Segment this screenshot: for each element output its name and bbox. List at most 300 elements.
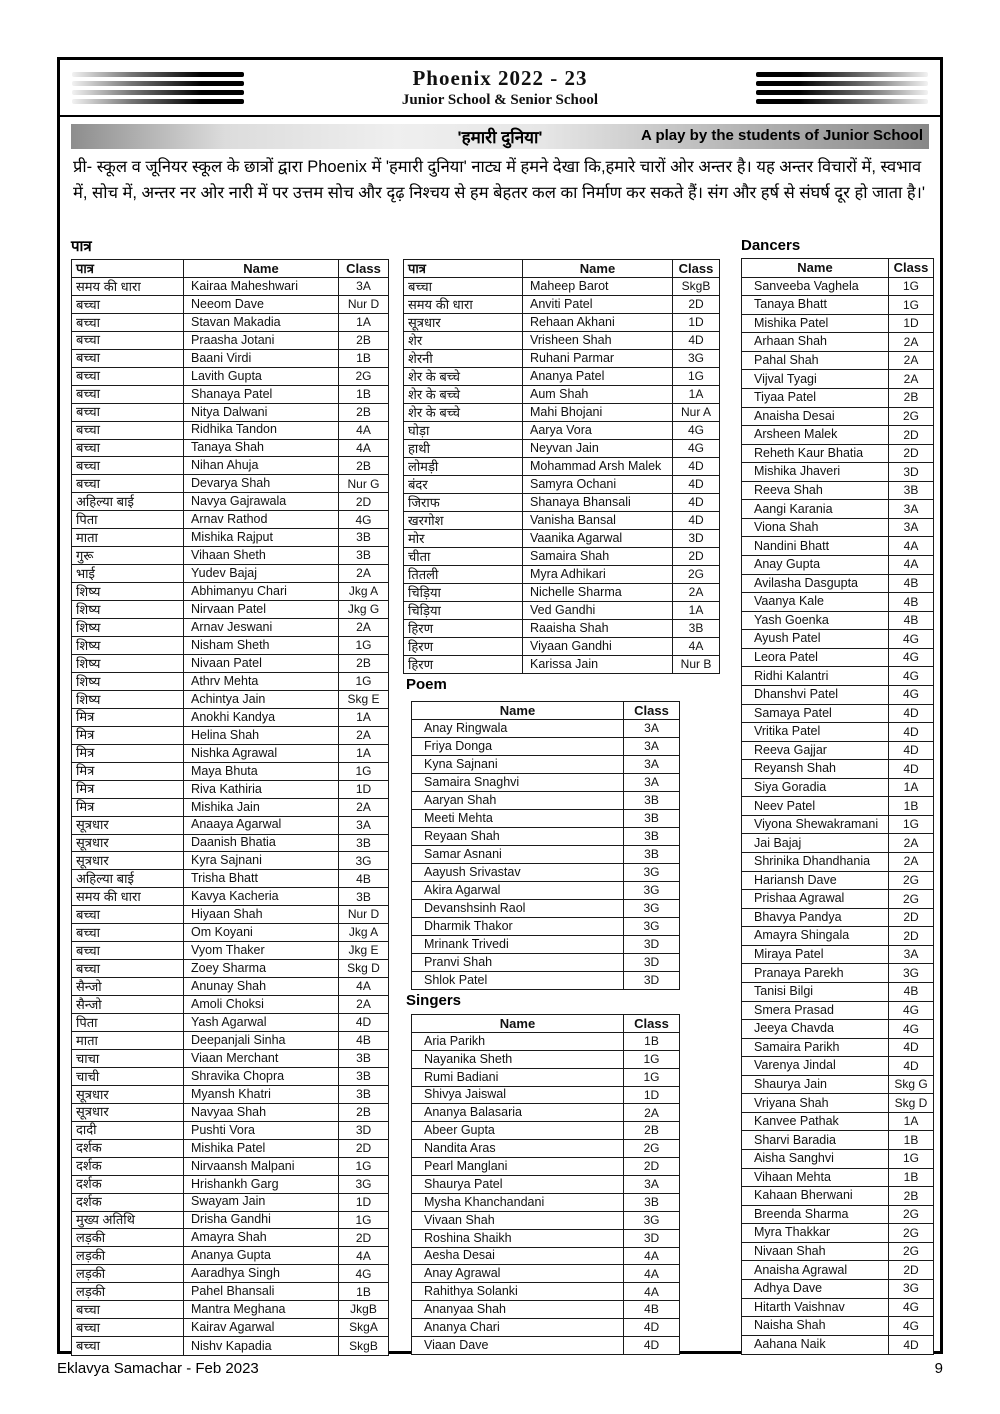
table-row xyxy=(742,1298,934,1317)
dancers-section-label: Dancers xyxy=(741,237,801,254)
table-row xyxy=(72,960,389,978)
cls-cell: 3A xyxy=(624,1176,680,1194)
cls-cell: Skg D xyxy=(889,1094,934,1113)
table-row xyxy=(412,1104,680,1122)
cls-cell: 2B xyxy=(339,654,389,672)
table-row xyxy=(742,593,934,612)
cls-cell: 4A xyxy=(339,439,389,457)
name-cell: Samaira Shah xyxy=(523,548,673,566)
name-cell: Aum Shah xyxy=(523,386,673,404)
table-row xyxy=(72,1014,389,1032)
cls-cell: 4B xyxy=(339,870,389,888)
name-cell: Samaira Parikh xyxy=(742,1038,889,1057)
table-row xyxy=(404,584,720,602)
cast-table-middle xyxy=(403,259,720,674)
cls-cell: 2A xyxy=(339,619,389,637)
table-row xyxy=(404,566,720,584)
table-row xyxy=(412,864,680,882)
table-row xyxy=(404,368,720,386)
table-row xyxy=(412,1122,680,1140)
table-row xyxy=(412,828,680,846)
cls-cell: 3B xyxy=(339,888,389,906)
cls-cell: 3A xyxy=(339,816,389,834)
name-cell: Samyra Ochani xyxy=(523,476,673,494)
table-row xyxy=(72,888,389,906)
table-row xyxy=(72,403,389,421)
role-cell: चिड़िया xyxy=(404,584,523,602)
table-row xyxy=(404,440,720,458)
name-cell: Hiyaan Shah xyxy=(184,906,339,924)
cls-cell: 3D xyxy=(889,463,934,482)
cls-cell: 1G xyxy=(339,637,389,655)
name-cell: Yash Agarwal xyxy=(184,1014,339,1032)
table-row xyxy=(412,774,680,792)
table-row xyxy=(742,556,934,575)
table-row xyxy=(412,972,680,990)
table-row xyxy=(72,331,389,349)
cls-cell: 4D xyxy=(889,723,934,742)
cls-cell: 1A xyxy=(889,778,934,797)
cls-cell: 1G xyxy=(339,762,389,780)
role-cell: बच्चा xyxy=(72,1301,184,1319)
role-cell: बच्चा xyxy=(72,313,184,331)
name-cell: Pearl Manglani xyxy=(412,1158,624,1176)
table-row xyxy=(742,760,934,779)
name-cell: Pahal Shah xyxy=(742,351,889,370)
cls-cell: 1G xyxy=(624,1068,680,1086)
role-cell: मित्र xyxy=(72,744,184,762)
role-cell: मित्र xyxy=(72,708,184,726)
cls-cell: 3G xyxy=(889,964,934,983)
cls-cell: 2A xyxy=(889,853,934,872)
cls-cell: 3G xyxy=(339,1175,389,1193)
role-cell: शेर xyxy=(404,332,523,350)
cls-cell: 4D xyxy=(624,1337,680,1355)
cls-cell: 3D xyxy=(339,1121,389,1139)
name-cell: Shanaya Bhansali xyxy=(523,494,673,512)
role-cell: सूत्रधार xyxy=(72,1103,184,1121)
table-row xyxy=(412,936,680,954)
cls-cell: 2G xyxy=(339,367,389,385)
cls-cell: 4A xyxy=(339,978,389,996)
cls-cell: 4B xyxy=(889,982,934,1001)
name-cell: Kanvee Pathak xyxy=(742,1112,889,1131)
cls-cell: Nur D xyxy=(339,906,389,924)
table-row xyxy=(742,1094,934,1113)
cls-cell: 1G xyxy=(624,1050,680,1068)
table-row xyxy=(412,1265,680,1283)
role-cell: शिष्य xyxy=(72,637,184,655)
role-cell: बच्चा xyxy=(72,349,184,367)
cls-cell: 3B xyxy=(624,810,680,828)
name-cell: Avilasha Dasgupta xyxy=(742,574,889,593)
table-row xyxy=(742,388,934,407)
table-row xyxy=(412,1301,680,1319)
name-cell: Viyona Shewakramani xyxy=(742,815,889,834)
table-row xyxy=(742,1261,934,1280)
table-row xyxy=(72,1229,389,1247)
table-row xyxy=(72,349,389,367)
role-cell: बच्चा xyxy=(72,385,184,403)
cls-cell: 4D xyxy=(889,741,934,760)
role-cell: शिष्य xyxy=(72,601,184,619)
header-row xyxy=(404,260,720,278)
table-row xyxy=(404,332,720,350)
name-cell: Aaradhya Singh xyxy=(184,1265,339,1283)
cls-cell: 1A xyxy=(339,313,389,331)
name-cell: Nihan Ahuja xyxy=(184,457,339,475)
table-row xyxy=(742,797,934,816)
cls-cell: 4D xyxy=(889,1038,934,1057)
cls-cell: 2A xyxy=(339,726,389,744)
table-row xyxy=(742,945,934,964)
role-cell: चाचा xyxy=(72,1049,184,1067)
name-cell: Pahel Bhansali xyxy=(184,1283,339,1301)
cls-cell: 3B xyxy=(624,828,680,846)
cls-cell: 3A xyxy=(339,277,389,295)
name-cell: Achintya Jain xyxy=(184,690,339,708)
table-row xyxy=(72,1337,389,1356)
table-row xyxy=(742,1242,934,1261)
name-cell: Navya Gajrawala xyxy=(184,493,339,511)
cls-cell: 4A xyxy=(339,1247,389,1265)
name-cell: Vijval Tyagi xyxy=(742,370,889,389)
column-header: Name xyxy=(742,259,889,278)
name-cell: Neyvan Jain xyxy=(523,440,673,458)
role-cell: शेर के बच्चे xyxy=(404,368,523,386)
name-cell: Nishka Agrawal xyxy=(184,744,339,762)
page-frame xyxy=(57,57,943,1354)
table-row xyxy=(72,619,389,637)
table-row xyxy=(742,1131,934,1150)
name-cell: Jeeya Chavda xyxy=(742,1020,889,1039)
table-row xyxy=(404,656,720,674)
table-row xyxy=(72,852,389,870)
name-cell: Ruhani Parmar xyxy=(523,350,673,368)
name-cell: Naisha Shah xyxy=(742,1317,889,1336)
table-row xyxy=(72,475,389,493)
cls-cell: Skg E xyxy=(339,690,389,708)
header-row xyxy=(412,1015,680,1033)
name-cell: Bhavya Pandya xyxy=(742,908,889,927)
cls-cell: 2B xyxy=(889,1187,934,1206)
table-row xyxy=(72,529,389,547)
name-cell: Abeer Gupta xyxy=(412,1122,624,1140)
name-cell: Shravika Chopra xyxy=(184,1067,339,1085)
table-row xyxy=(742,982,934,1001)
name-cell: Miraya Patel xyxy=(742,945,889,964)
name-cell: Breenda Sharma xyxy=(742,1205,889,1224)
role-cell: शिष्य xyxy=(72,619,184,637)
cls-cell: Jkg A xyxy=(339,924,389,942)
table-row xyxy=(412,720,680,738)
role-cell: बच्चा xyxy=(72,439,184,457)
name-cell: Nandita Aras xyxy=(412,1140,624,1158)
cls-cell: 3G xyxy=(339,852,389,870)
name-cell: Adhya Dave xyxy=(742,1279,889,1298)
cls-cell: 1B xyxy=(339,1283,389,1301)
table-row xyxy=(72,1067,389,1085)
cls-cell: SkgB xyxy=(339,1337,389,1356)
table-row xyxy=(412,738,680,756)
name-cell: Roshina Shaikh xyxy=(412,1229,624,1247)
table-row xyxy=(72,1319,389,1337)
table-row xyxy=(404,620,720,638)
cls-cell: 2G xyxy=(889,407,934,426)
name-cell: Anviti Patel xyxy=(523,296,673,314)
cls-cell: 2B xyxy=(624,1122,680,1140)
cls-cell: 4D xyxy=(673,512,720,530)
cls-cell: 3A xyxy=(624,720,680,738)
cls-cell: 2G xyxy=(889,871,934,890)
name-cell: Mishika Jain xyxy=(184,798,339,816)
name-cell: Viaan Merchant xyxy=(184,1049,339,1067)
role-cell: बच्चा xyxy=(72,960,184,978)
cls-cell: 1A xyxy=(889,1112,934,1131)
table-row xyxy=(412,1229,680,1247)
name-cell: Ridhika Tandon xyxy=(184,421,339,439)
name-cell: Samar Asnani xyxy=(412,846,624,864)
name-cell: Stavan Makadia xyxy=(184,313,339,331)
name-cell: Ridhi Kalantri xyxy=(742,667,889,686)
role-cell: चिड़िया xyxy=(404,602,523,620)
table-row xyxy=(72,1103,389,1121)
table-row xyxy=(72,1085,389,1103)
table-row xyxy=(742,481,934,500)
cls-cell: 3B xyxy=(339,1049,389,1067)
name-cell: Reheth Kaur Bhatia xyxy=(742,444,889,463)
cls-cell: 1A xyxy=(339,708,389,726)
name-cell: Pranvi Shah xyxy=(412,954,624,972)
name-cell: Mysha Khanchandani xyxy=(412,1193,624,1211)
role-cell: अहिल्या बाई xyxy=(72,493,184,511)
table-row xyxy=(742,1335,934,1354)
cls-cell: 1D xyxy=(339,1193,389,1211)
cls-cell: 2G xyxy=(889,1242,934,1261)
table-row xyxy=(742,611,934,630)
role-cell: शिष्य xyxy=(72,690,184,708)
cls-cell: 3B xyxy=(624,846,680,864)
table-row xyxy=(72,313,389,331)
name-cell: Aayush Srivastav xyxy=(412,864,624,882)
name-cell: Neeom Dave xyxy=(184,295,339,313)
role-cell: समय की धारा xyxy=(72,888,184,906)
cls-cell: 1B xyxy=(889,1168,934,1187)
table-row xyxy=(404,512,720,530)
table-row xyxy=(742,667,934,686)
name-cell: Devarya Shah xyxy=(184,475,339,493)
table-row xyxy=(72,996,389,1014)
cls-cell: 3A xyxy=(889,500,934,519)
role-cell: घोड़ा xyxy=(404,422,523,440)
role-cell: दर्शक xyxy=(72,1193,184,1211)
table-row xyxy=(72,672,389,690)
page-title: Phoenix 2022 - 23 xyxy=(412,66,588,90)
table-row xyxy=(742,964,934,983)
name-cell: Deepanjali Sinha xyxy=(184,1031,339,1049)
table-row xyxy=(742,853,934,872)
page-subtitle: Junior School & Senior School xyxy=(401,92,599,108)
table-row xyxy=(72,493,389,511)
name-cell: Hrishankh Garg xyxy=(184,1175,339,1193)
table-row xyxy=(72,978,389,996)
role-cell: मित्र xyxy=(72,726,184,744)
cls-cell: Nur A xyxy=(673,404,720,422)
name-cell: Vritika Patel xyxy=(742,723,889,742)
name-cell: Yudev Bajaj xyxy=(184,565,339,583)
table-row xyxy=(412,1211,680,1229)
table-row xyxy=(742,704,934,723)
name-cell: Mahi Bhojani xyxy=(523,404,673,422)
cls-cell: 1B xyxy=(339,385,389,403)
name-cell: Rehaan Akhani xyxy=(523,314,673,332)
table-row xyxy=(72,726,389,744)
role-cell: दादी xyxy=(72,1121,184,1139)
name-cell: Siya Goradia xyxy=(742,778,889,797)
cls-cell: SkgB xyxy=(673,278,720,296)
cls-cell: 3B xyxy=(339,547,389,565)
name-cell: Baani Virdi xyxy=(184,349,339,367)
name-cell: Nishv Kapadia xyxy=(184,1337,339,1356)
table-row xyxy=(72,1247,389,1265)
name-cell: Ananyaa Shah xyxy=(412,1301,624,1319)
role-cell: सूत्रधार xyxy=(72,816,184,834)
cls-cell: 2A xyxy=(673,584,720,602)
name-cell: Drisha Gandhi xyxy=(184,1211,339,1229)
name-cell: Nandini Bhatt xyxy=(742,537,889,556)
role-cell: गुरू xyxy=(72,547,184,565)
cls-cell: SkgA xyxy=(339,1319,389,1337)
role-cell: बच्चा xyxy=(72,421,184,439)
cls-cell: 2B xyxy=(339,1103,389,1121)
name-cell: Karissa Jain xyxy=(523,656,673,674)
table-row xyxy=(404,638,720,656)
cls-cell: 3A xyxy=(624,738,680,756)
name-cell: Daanish Bhatia xyxy=(184,834,339,852)
cls-cell: 2A xyxy=(339,798,389,816)
table-row xyxy=(742,1279,934,1298)
name-cell: Swayam Jain xyxy=(184,1193,339,1211)
name-cell: Mishika Jhaveri xyxy=(742,463,889,482)
role-cell: शेर के बच्चे xyxy=(404,386,523,404)
name-cell: Dharmik Thakor xyxy=(412,918,624,936)
table-row xyxy=(72,1265,389,1283)
cls-cell: 3D xyxy=(624,972,680,990)
name-cell: Nisham Sheth xyxy=(184,637,339,655)
name-cell: Tanaya Bhatt xyxy=(742,296,889,315)
table-row xyxy=(742,1150,934,1169)
cls-cell: 1B xyxy=(624,1032,680,1050)
table-row xyxy=(742,778,934,797)
cls-cell: 3G xyxy=(889,1279,934,1298)
name-cell: Viona Shah xyxy=(742,518,889,537)
name-cell: Sharvi Baradia xyxy=(742,1131,889,1150)
table-row xyxy=(72,295,389,313)
cls-cell: 2A xyxy=(624,1104,680,1122)
name-cell: Vyom Thaker xyxy=(184,942,339,960)
cls-cell: 2D xyxy=(339,1139,389,1157)
table-row xyxy=(742,426,934,445)
table-row xyxy=(412,1319,680,1337)
table-row xyxy=(72,583,389,601)
table-row xyxy=(742,1020,934,1039)
cls-cell: 1G xyxy=(889,815,934,834)
table-row xyxy=(742,1038,934,1057)
column-header: पात्र xyxy=(404,260,523,278)
cls-cell: 3G xyxy=(624,918,680,936)
table-row xyxy=(72,780,389,798)
header-row xyxy=(742,259,934,278)
role-cell: लड़की xyxy=(72,1283,184,1301)
name-cell: Vihaan Sheth xyxy=(184,547,339,565)
cls-cell: 2D xyxy=(889,927,934,946)
role-cell: सैन्जो xyxy=(72,996,184,1014)
table-row xyxy=(404,458,720,476)
cls-cell: 1D xyxy=(673,314,720,332)
role-cell: बच्चा xyxy=(72,295,184,313)
table-row xyxy=(72,834,389,852)
table-row xyxy=(72,1283,389,1301)
name-cell: Riva Kathiria xyxy=(184,780,339,798)
cls-cell: 3A xyxy=(889,945,934,964)
column-header: Name xyxy=(412,702,624,720)
role-cell: हिरण xyxy=(404,620,523,638)
table-row xyxy=(742,1001,934,1020)
name-cell: Arnav Jeswani xyxy=(184,619,339,637)
cls-cell: 4G xyxy=(889,1020,934,1039)
name-cell: Viaan Dave xyxy=(412,1337,624,1355)
cls-cell: 4D xyxy=(889,704,934,723)
name-cell: Aesha Desai xyxy=(412,1247,624,1265)
header-row xyxy=(72,260,389,278)
speed-lines-right-icon xyxy=(756,72,928,104)
table-row xyxy=(742,1168,934,1187)
name-cell: Reyaan Shah xyxy=(412,828,624,846)
cls-cell: 3A xyxy=(624,756,680,774)
poem-section-label: Poem xyxy=(406,676,447,693)
name-cell: Vihaan Mehta xyxy=(742,1168,889,1187)
table-row xyxy=(742,1187,934,1206)
cls-cell: 2A xyxy=(339,565,389,583)
role-cell: लड़की xyxy=(72,1247,184,1265)
cls-cell: 4D xyxy=(673,458,720,476)
table-row xyxy=(412,1283,680,1301)
name-cell: Anaisha Desai xyxy=(742,407,889,426)
speed-lines-left-icon xyxy=(72,72,244,104)
cls-cell: 2B xyxy=(339,457,389,475)
table-row xyxy=(742,1112,934,1131)
name-cell: Kyna Sajnani xyxy=(412,756,624,774)
role-cell: मोर xyxy=(404,530,523,548)
table-row xyxy=(742,890,934,909)
name-cell: Kairaa Maheshwari xyxy=(184,277,339,295)
table-row xyxy=(72,870,389,888)
cls-cell: 2B xyxy=(339,403,389,421)
table-row xyxy=(742,648,934,667)
table-row xyxy=(72,547,389,565)
cls-cell: 3G xyxy=(624,900,680,918)
role-cell: समय की धारा xyxy=(72,277,184,295)
dancers-table xyxy=(741,258,934,1355)
role-cell: बच्चा xyxy=(72,942,184,960)
cls-cell: 1G xyxy=(339,672,389,690)
name-cell: Amoli Choksi xyxy=(184,996,339,1014)
table-row xyxy=(404,314,720,332)
cls-cell: Nur B xyxy=(673,656,720,674)
cls-cell: 4D xyxy=(889,1057,934,1076)
name-cell: Sanveeba Vaghela xyxy=(742,277,889,296)
role-cell: शिष्य xyxy=(72,672,184,690)
